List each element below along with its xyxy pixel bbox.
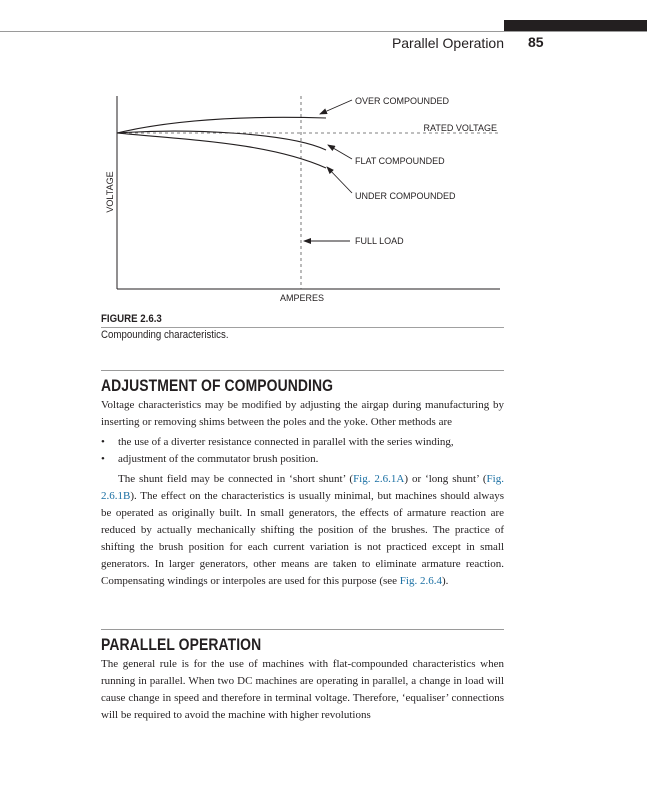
full-load-label: FULL LOAD — [355, 236, 404, 246]
paragraph: Voltage characteristics may be modified by adjusting the airgap during manufacturing by inserting or removing shims between the poles and the yoke. Other methods are — [101, 399, 504, 428]
paragraph — [101, 471, 504, 590]
bullet-list — [101, 434, 504, 468]
figure-caption-rule — [101, 327, 504, 328]
header-bar — [504, 20, 647, 31]
over-compounded-curve — [117, 117, 326, 133]
text-run: ) or ‘long shunt’ ( — [404, 473, 487, 485]
rated-voltage-label: RATED VOLTAGE — [423, 123, 497, 133]
section-body-parallel — [101, 656, 504, 724]
figure-link-2-6-4[interactable]: Fig. 2.6.4 — [399, 575, 442, 587]
over-leader — [320, 100, 352, 114]
page-number: 85 — [528, 34, 544, 50]
under-compounded-curve — [117, 133, 326, 168]
figure-number: FIGURE 2.6.3 — [101, 313, 162, 325]
section-rule — [101, 629, 504, 630]
text-run: ). The effect on the characteristics is usually minimal, but machines should always be operated as originally built. In small generators, the effects of armature reaction are reduced by actually mechanically shifting the position of the brushes. The practice of shifting the brush position for each current variation is not practiced except in small generators. In larger generators, other means are taken to eliminate armature reaction. Compensating windings or interpoles are used for this purpose (see — [101, 490, 504, 587]
running-head-title: Parallel Operation — [391, 35, 504, 51]
bullet-item: • the use of a diverter resistance connected in parallel with the series winding, — [101, 434, 504, 451]
over-compounded-label: OVER COMPOUNDED — [355, 96, 450, 106]
section-title-adjustment: ADJUSTMENT OF COMPOUNDING — [101, 376, 334, 395]
under-leader — [327, 167, 352, 193]
header-rule — [0, 31, 647, 32]
figure-caption: Compounding characteristics. — [101, 329, 229, 341]
flat-leader — [328, 145, 352, 159]
compounding-diagram — [100, 88, 505, 310]
figure-link-2-6-1a[interactable]: Fig. 2.6.1A — [353, 473, 405, 485]
y-axis-label: VOLTAGE — [105, 171, 115, 213]
flat-compounded-curve — [117, 131, 326, 150]
text-run: The shunt field may be connected in ‘short shunt’ ( — [118, 473, 354, 485]
paragraph: The general rule is for the use of machines with flat-compounded characteristics when running in parallel. When two DC machines are operating in parallel, a change in load will cause change in speed and therefore in terminal voltage. Therefore, ‘equaliser’ connections will be required to avoid the machine with higher revolutions — [101, 658, 504, 721]
compounding-figure — [100, 88, 505, 310]
section-body-adjustment — [101, 397, 504, 590]
figure-link-2-6-1b[interactable]: Fig. 2.6.1B — [101, 473, 504, 502]
x-axis-label: AMPERES — [279, 293, 325, 303]
text-run: ). — [441, 575, 449, 587]
section-rule — [101, 370, 504, 371]
section-title-parallel: PARALLEL OPERATION — [101, 635, 262, 654]
flat-compounded-label: FLAT COMPOUNDED — [355, 156, 445, 166]
under-compounded-label: UNDER COMPOUNDED — [355, 191, 456, 201]
bullet-item: • adjustment of the commutator brush position. — [101, 451, 504, 468]
